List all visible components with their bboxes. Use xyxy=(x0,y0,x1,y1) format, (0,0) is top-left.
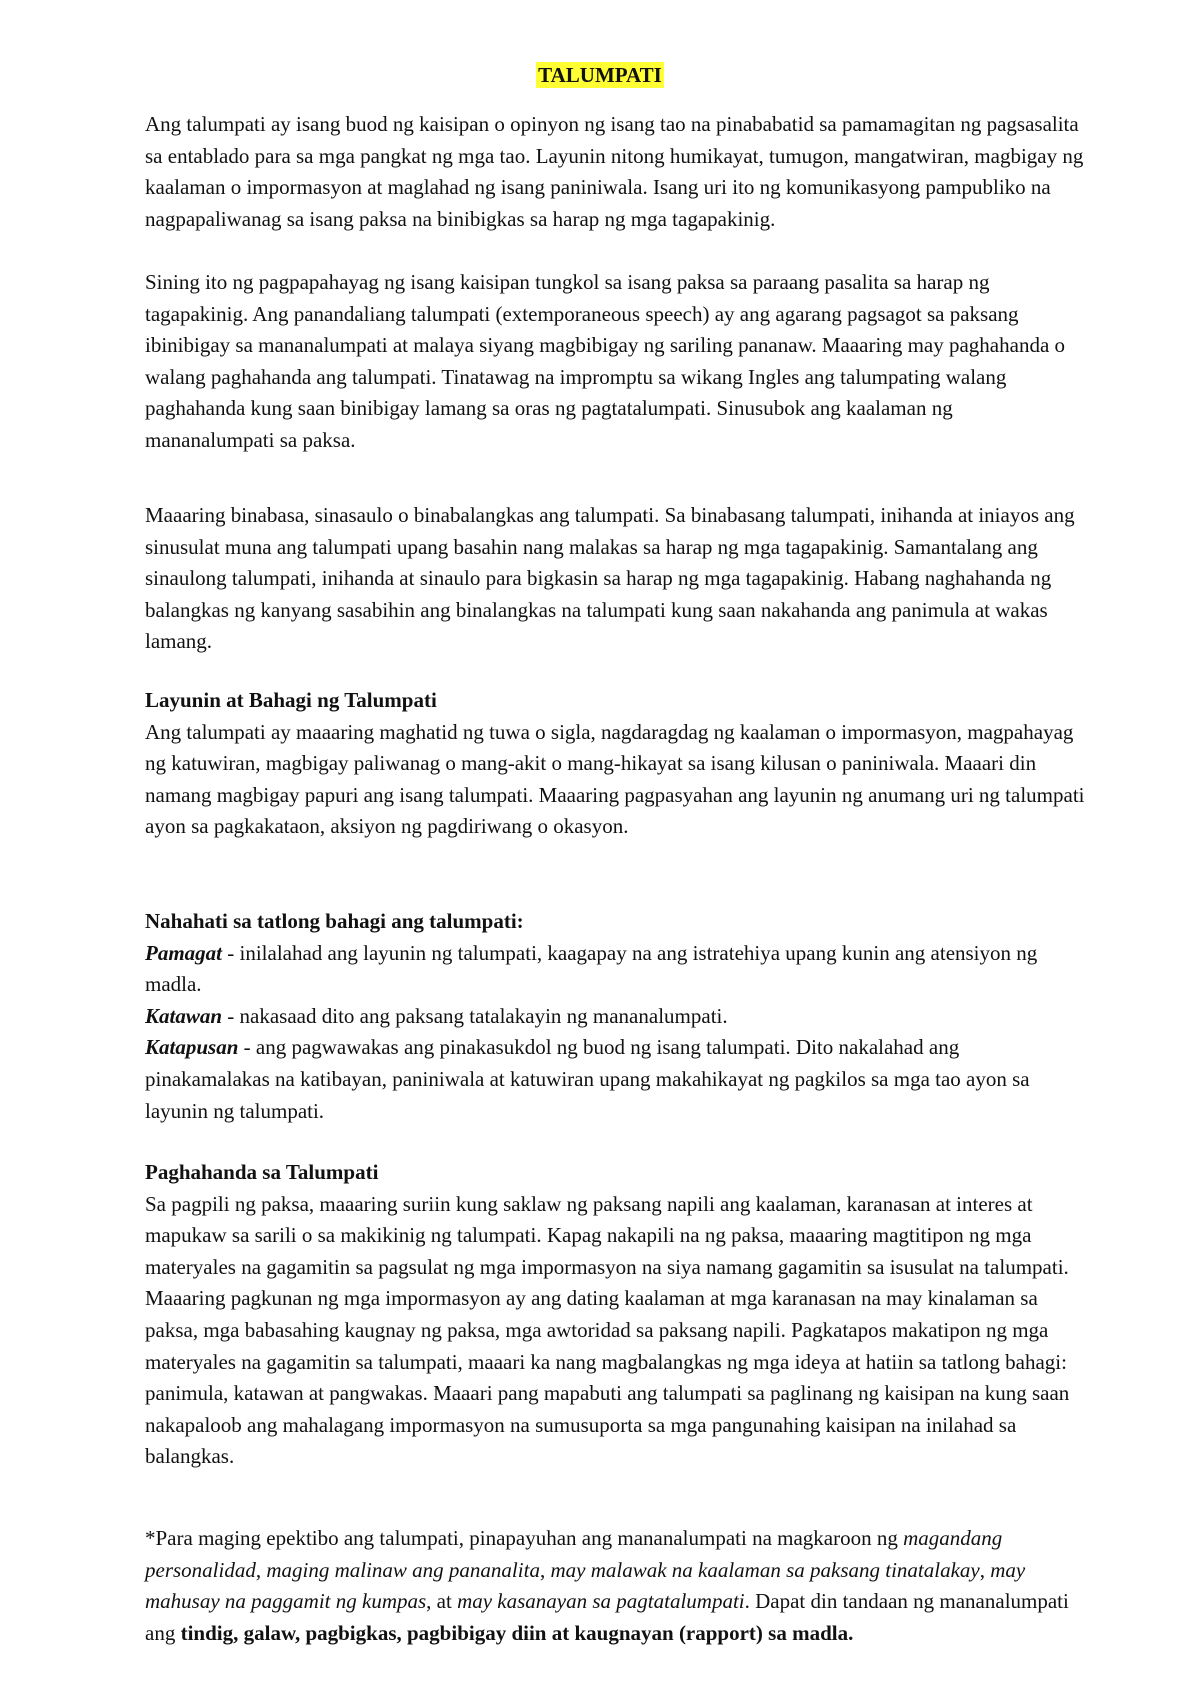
paragraph-intro: Ang talumpati ay isang buod ng kaisipan o opinyon ng isang tao na pinababatid sa pamamagitan ng pagsasalita sa entablado para sa mga pangkat ng mga tao. Layunin nitong humikayat, tumugon, mangatwiran, magbigay ng kaalaman o impormasyon at maglahad ng isang paniniwala. Isang uri ito ng komunikasyong pampubliko na nagpapaliwanag sa isang paksa na binibigkas sa harap ng mga tagapakinig. xyxy=(145,112,1084,231)
section-layunin xyxy=(145,685,1085,843)
paragraph-layunin: Ang talumpati ay maaaring maghatid ng tuwa o sigla, nagdaragdag ng kaalaman o impormasyon, magpahayag ng katuwiran, magbigay paliwanag o mang-akit o mang-hikayat sa isang kilusan o paniniwala. Maaari din namang magbigay papuri ang isang talumpati. Maaaring pagpasyahan ang layunin ng anumang uri ng talumpati ayon sa pagkakataon, aksiyon ng pagdiriwang o okasyon. xyxy=(145,719,1085,839)
note-sep: , xyxy=(396,1620,407,1645)
note-bold-pagbigkas: pagbigkas xyxy=(305,1620,397,1645)
title-wrapper xyxy=(0,60,1200,92)
section-bahagi xyxy=(145,906,1085,1127)
heading-layunin: Layunin at Bahagi ng Talumpati xyxy=(145,688,437,712)
paragraph-paghahanda: Sa pagpili ng paksa, maaaring suriin kung saklaw ng paksang napili ang kaalaman, karanasan at interes at mapukaw sa sarili o sa makikinig ng talumpati. Kapag nakapili na ng paksa, maaaring magtitipon ng mga materyales na gagamitin sa pagsulat ng mga impormasyon na siya namang gagamitin sa isusulat na talumpati. Maaaring pagkunan ng mga impormasyon ay ang dating kaalaman at mga karanasan na may kinalaman sa paksa, mga babasahing kaugnay ng paksa, mga awtoridad sa paksang napili. Pagkatapos makatipon ng mga materyales na gagamitin sa talumpati, maaari ka nang magbalangkas ng mga ideya at hatiin sa tatlong bahagi: panimula, katawan at pangwakas. Maaari pang mapabuti ang talumpati sa paglinang ng kaisipan na kung saan nakapaloob ang mahalagang impormasyon na sumusuporta sa mga pangunahing kaisipan na inilahad sa balangkas. xyxy=(145,1191,1070,1469)
document-title: TALUMPATI xyxy=(538,63,662,87)
note-italic-kaalaman: may malawak na kaalaman sa paksang tinatalakay xyxy=(550,1557,980,1582)
section-paghahanda xyxy=(145,1157,1085,1473)
note-sep: , xyxy=(979,1557,991,1582)
note-italic-personalidad: magandang personalidad xyxy=(145,1526,1003,1582)
note-lead: *Para maging epektibo ang talumpati, pinapayuhan ang mananalumpati na magkaroon ng xyxy=(145,1526,904,1550)
part-term: Pamagat xyxy=(145,940,222,965)
part-desc: - nakasaad dito ang paksang tatalakayin ng mananalumpati. xyxy=(222,1003,728,1028)
note-sep: , xyxy=(294,1620,306,1645)
note-sep: , at xyxy=(426,1589,458,1614)
part-item-katapusan xyxy=(145,1032,1085,1127)
part-desc: - ang pagwawakas ang pinakasukdol ng buod ng isang talumpati. Dito nakalahad ang pinakamalakas na katibayan, paniniwala at katuwiran upang makahikayat ng pagkilos sa mga tao ayon sa layunin ng talumpati. xyxy=(145,1035,1030,1123)
part-term: Katapusan xyxy=(145,1035,239,1060)
heading-bahagi: Nahahati sa tatlong bahagi ang talumpati: xyxy=(145,909,524,933)
part-item-pamagat xyxy=(145,938,1085,1001)
note-sep: , xyxy=(539,1557,551,1582)
note-italic-pananalita: maging malinaw ang pananalita xyxy=(266,1557,540,1582)
note-italic-kasanayan: may kasanayan sa pagtatalumpati xyxy=(457,1589,745,1614)
note-sep: , xyxy=(233,1620,244,1645)
note-mid: . Dapat din tandaan ng mananalumpati ang xyxy=(145,1589,1069,1645)
note-italic-kumpas: may mahusay na paggamit ng kumpas xyxy=(145,1557,1026,1614)
note-bold-pagbibigay: pagbibigay diin at kaugnayan (rapport) sa madla. xyxy=(407,1620,854,1645)
note-bold-galaw: galaw xyxy=(243,1620,295,1645)
paragraph-note xyxy=(145,1523,1085,1649)
paragraph-uri: Maaaring binabasa, sinasaulo o binabalangkas ang talumpati. Sa binabasang talumpati, inihanda at iniayos ang sinusulat muna ang talumpati upang basahin nang malakas sa harap ng mga tagapakinig. Samantalang ang sinaulong talumpati, inihanda at sinaulo para bigkasin sa harap ng mga tagapakinig. Habang naghahanda ng balangkas ng kanyang sasabihin ang binalangkas na talumpati kung saan nakahanda ang panimula at wakas lamang. xyxy=(145,503,1075,654)
part-item-katawan xyxy=(145,1001,1085,1033)
paragraph-sining: Sining ito ng pagpapahayag ng isang kaisipan tungkol sa isang paksa sa paraang pasalita sa harap ng tagapakinig. Ang panandaliang talumpati (extemporaneous speech) ay ang agarang pagsagot sa paksang ibinibigay sa mananalumpati at malaya siyang magbibigay ng sariling pananaw. Maaaring may paghahanda o walang paghahanda ang talumpati. Tinatawag na impromptu sa wikang Ingles ang talumpating walang paghahanda kung saan binibigay lamang sa oras ng pagtatalumpati. Sinusubok ang kaalaman ng mananalumpati sa paksa. xyxy=(145,270,1066,452)
note-sep: , xyxy=(255,1557,267,1582)
part-desc: - inilalahad ang layunin ng talumpati, kaagapay na ang istratehiya upang kunin ang atensiyon ng madla. xyxy=(145,940,1038,997)
heading-paghahanda: Paghahanda sa Talumpati xyxy=(145,1160,379,1184)
part-term: Katawan xyxy=(145,1003,223,1028)
note-bold-tindig: tindig xyxy=(180,1620,234,1645)
